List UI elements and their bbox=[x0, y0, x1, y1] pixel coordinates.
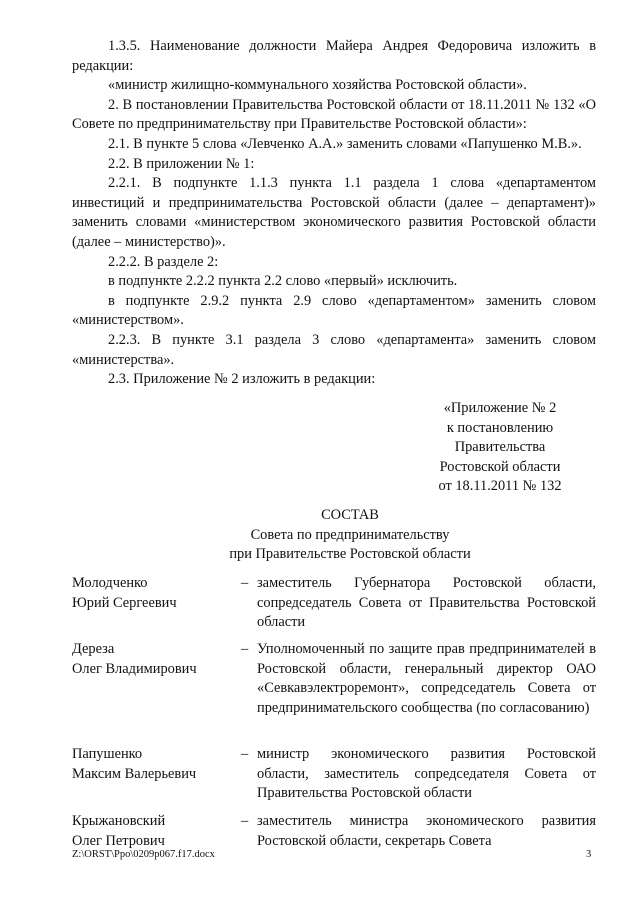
member-row bbox=[72, 745, 596, 812]
member-surname: Молодченко bbox=[72, 575, 148, 591]
appendix-line: Правительства bbox=[454, 439, 546, 456]
appendix-line: от 18.11.2011 № 132 bbox=[438, 478, 562, 495]
appendix-line: Ростовской области bbox=[439, 458, 561, 475]
appendix-line: «Приложение № 2 bbox=[443, 400, 557, 416]
member-dash: – bbox=[241, 746, 249, 762]
member-given-names: Юрий Сергеевич bbox=[72, 594, 177, 611]
member-given-names: Максим Валерьевич bbox=[72, 765, 197, 782]
member-name bbox=[72, 745, 242, 784]
paragraph-2-2: 2.2. В приложении № 1: bbox=[108, 155, 255, 172]
heading-subtitle: при Правительстве Ростовской области bbox=[229, 546, 471, 563]
paragraph-new-title: «министр жилищно-коммунального хозяйства Ростовской области». bbox=[108, 77, 527, 94]
appendix-header bbox=[404, 399, 596, 497]
member-row bbox=[72, 574, 596, 640]
member-role: заместитель Губернатора Ростовской области, сопредседатель Совета от Правительства Ростовской области bbox=[257, 575, 596, 631]
member-role: министр экономического развития Ростовской области, заместитель сопредседателя Совета от Правительства Ростовской области bbox=[257, 746, 596, 802]
member-role: Уполномоченный по защите прав предпринимателей в Ростовской области, генеральный директор ОАО «Севкавэлектроремонт», сопредседатель Совета от предпринимательского сообщества (по согласованию) bbox=[257, 641, 596, 716]
paragraph-1-3-5: 1.3.5. Наименование должности Майера Андрея Федоровича изложить в редакции: bbox=[72, 38, 596, 74]
heading-title: СОСТАВ bbox=[321, 507, 379, 523]
member-role: заместитель министра экономического развития Ростовской области, секретарь Совета bbox=[257, 813, 596, 849]
footer-file-path: Z:\ORST\Ppo\0209p067.f17.docx bbox=[72, 849, 215, 860]
heading-subtitle: Совета по предпринимательству bbox=[250, 526, 450, 543]
paragraph-2-2-3: 2.2.3. В пункте 3.1 раздела 3 слово «департамента» заменить словом «министерства». bbox=[72, 331, 596, 368]
paragraph-2-1: 2.1. В пункте 5 слова «Левченко А.А.» заменить словами «Папушенко М.В.». bbox=[108, 135, 582, 152]
member-surname: Крыжановский bbox=[72, 813, 166, 829]
member-row bbox=[72, 640, 596, 745]
member-name bbox=[72, 640, 242, 679]
member-name bbox=[72, 812, 242, 851]
paragraph-2-2-2-a: в подпункте 2.2.2 пункта 2.2 слово «первый» исключить. bbox=[108, 273, 458, 290]
body-text bbox=[72, 37, 596, 390]
appendix-line: к постановлению bbox=[446, 419, 554, 436]
paragraph-2: 2. В постановлении Правительства Ростовской области от 18.11.2011 № 132 «О Совете по предпринимательству при Правительстве Ростовской области»: bbox=[72, 96, 596, 133]
paragraph-2-2-2-b: в подпункте 2.9.2 пункта 2.9 слово «департаментом» заменить словом «министерством». bbox=[72, 292, 596, 329]
member-dash: – bbox=[241, 641, 249, 657]
members-list bbox=[72, 574, 596, 857]
paragraph-2-2-1: 2.2.1. В подпункте 1.1.3 пункта 1.1 раздела 1 слова «департаментом инвестиций и предпринимательства Ростовской области (далее – департамент)» заменить словами «министерством экономического развития Ростовской области (далее – министерство)». bbox=[72, 175, 596, 250]
member-name bbox=[72, 574, 242, 613]
paragraph-2-3: 2.3. Приложение № 2 изложить в редакции: bbox=[108, 371, 376, 388]
member-surname: Дереза bbox=[72, 641, 115, 657]
member-given-names: Олег Владимирович bbox=[72, 660, 197, 677]
member-dash: – bbox=[241, 575, 249, 591]
paragraph-2-2-2: 2.2.2. В разделе 2: bbox=[108, 253, 219, 270]
member-dash: – bbox=[241, 813, 249, 829]
footer-page-number: 3 bbox=[586, 849, 592, 860]
member-given-names: Олег Петрович bbox=[72, 832, 165, 849]
section-heading bbox=[180, 506, 520, 565]
member-surname: Папушенко bbox=[72, 746, 143, 762]
